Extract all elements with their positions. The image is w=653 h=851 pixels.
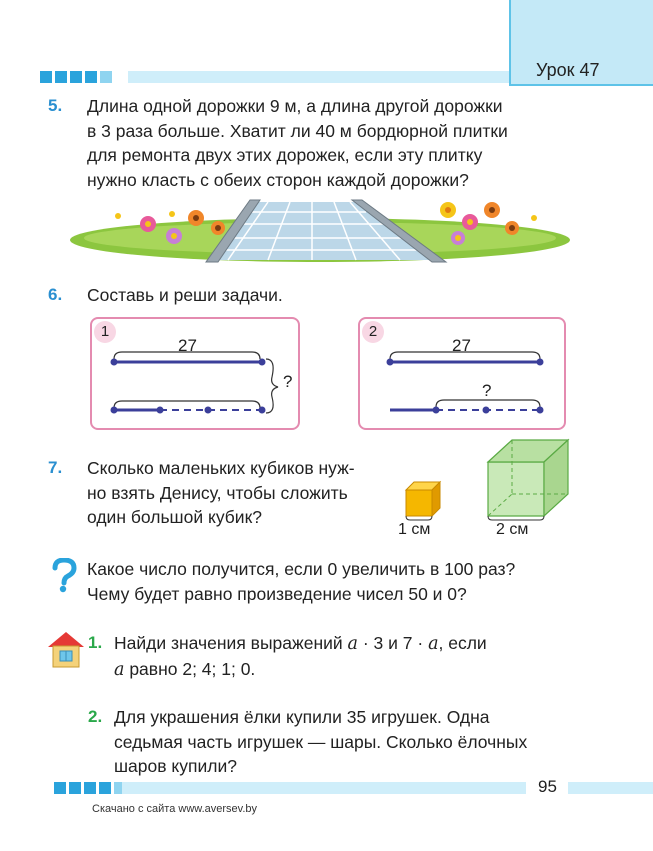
homework2-line: седьмая часть игрушек — шары. Сколько ёлочных: [114, 731, 528, 752]
segment-diagram-2: [360, 319, 564, 428]
header-squares: [40, 71, 112, 83]
footer-band-right: [568, 782, 653, 794]
task5-number: 5.: [48, 96, 63, 115]
source-credit: Скачано с сайта www.aversev.by: [92, 803, 258, 815]
homework2-text: [114, 705, 614, 779]
variable-a: a: [114, 659, 125, 680]
task7-line: Сколько маленьких кубиков нуж-: [87, 458, 355, 478]
variable-a: a: [347, 634, 358, 654]
task5-line: для ремонта двух этих дорожек, если эту плитку: [87, 145, 483, 165]
segment-label: 27: [452, 336, 471, 355]
puzzle-line: Какое число получится, если 0 увеличить в 100 раз?: [87, 559, 516, 579]
puzzle-text: [87, 557, 627, 606]
variable-a: a: [428, 634, 439, 654]
house-icon: [46, 629, 86, 669]
cubes-illustration: [400, 436, 572, 522]
task6-number: 6.: [48, 285, 63, 304]
task5-line: Длина одной дорожки 9 м, а длина другой дорожки: [87, 96, 503, 116]
segment-diagram-1: [92, 319, 298, 428]
diagram-badge: 2: [362, 321, 384, 343]
task7-line: один большой кубик?: [87, 507, 262, 527]
header-band: [128, 71, 509, 83]
homework1-part3: , если: [438, 633, 487, 653]
diagram-box-2: [358, 317, 566, 430]
path-illustration: [68, 196, 572, 268]
footer-band-left: [122, 782, 526, 794]
segment-label: 27: [178, 336, 197, 355]
task7-number: 7.: [48, 458, 63, 477]
question-mark-icon: [50, 558, 78, 594]
diagram-badge: 1: [94, 321, 116, 343]
homework1-part2: · 3 и 7 ·: [362, 633, 424, 653]
homework1-text: [114, 631, 614, 682]
footer-squares: [54, 782, 126, 794]
task6-text: Составь и реши задачи.: [87, 285, 283, 305]
question-label: ?: [482, 381, 492, 400]
homework1-number: 1.: [88, 633, 103, 652]
homework1-part1: Найди значения выражений: [114, 633, 343, 653]
task7-text: [87, 456, 387, 530]
question-label: ?: [283, 372, 293, 391]
task5-line: нужно класть с обеих сторон каждой дорожки?: [87, 169, 469, 190]
task7-line: но взять Денису, чтобы сложить: [87, 482, 348, 503]
homework2-line: Для украшения ёлки купили 35 игрушек. Одна: [114, 707, 490, 727]
lesson-title: Урок 47: [536, 60, 600, 80]
puzzle-line: Чему будет равно произведение чисел 50 и 0?: [87, 583, 467, 604]
small-cube-label: 1 см: [398, 521, 431, 538]
diagram-box-1: [90, 317, 300, 430]
page-number: 95: [538, 777, 557, 796]
task5-text: [87, 94, 607, 192]
big-cube-label: 2 см: [496, 521, 529, 538]
homework2-number: 2.: [88, 707, 103, 726]
homework2-line: шаров купили?: [114, 756, 237, 776]
task5-line: в 3 раза больше. Хватит ли 40 м бордюрной плитки: [87, 120, 508, 141]
homework1-line2: равно 2; 4; 1; 0.: [129, 658, 256, 679]
